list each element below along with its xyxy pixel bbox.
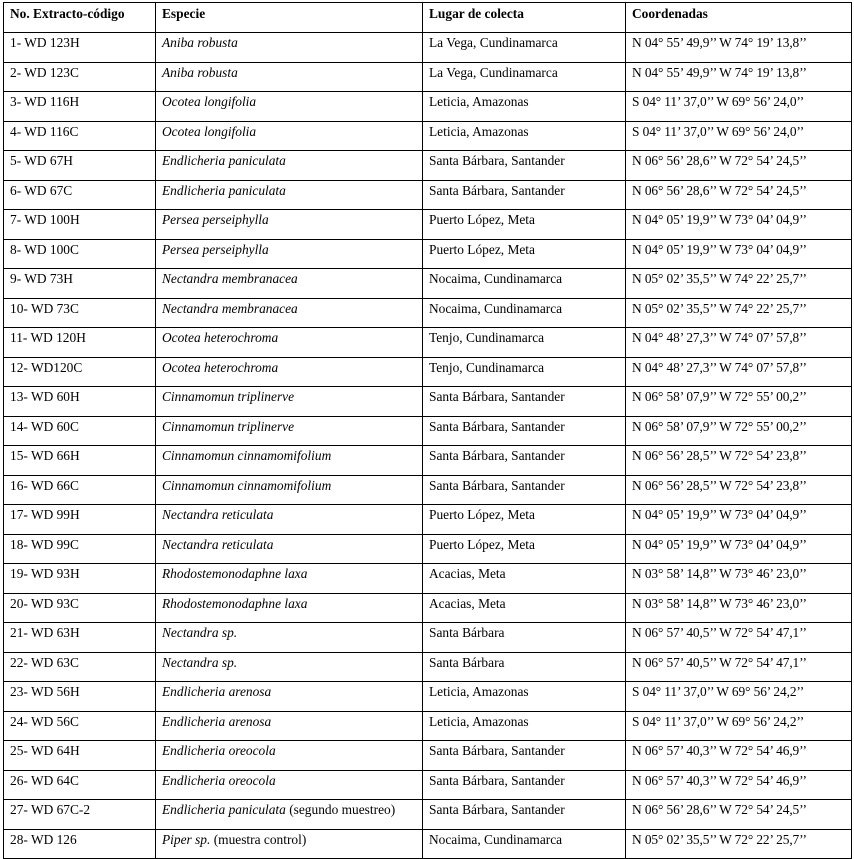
specimen-table	[3, 2, 852, 859]
cell-code: 23- WD 56H	[4, 682, 156, 712]
cell-code: 1- WD 123H	[4, 33, 156, 63]
table-row	[4, 298, 852, 328]
cell-coordinates: N 05° 02’ 35,5’’ W 74° 22’ 25,7’’	[626, 298, 852, 328]
species-name: Persea perseiphylla	[162, 212, 269, 227]
cell-coordinates: N 06° 57’ 40,5’’ W 72° 54’ 47,1’’	[626, 652, 852, 682]
cell-place: La Vega, Cundinamarca	[423, 33, 626, 63]
cell-code: 6- WD 67C	[4, 180, 156, 210]
cell-species	[156, 151, 423, 181]
species-name: Nectandra sp.	[162, 625, 238, 640]
species-name: Endlicheria paniculata	[162, 182, 286, 198]
cell-place: Leticia, Amazonas	[423, 121, 626, 151]
cell-code: 18- WD 99C	[4, 534, 156, 564]
cell-code: 19- WD 93H	[4, 564, 156, 594]
table-row	[4, 446, 852, 476]
table-row	[4, 682, 852, 712]
species-name: Endlicheria paniculata	[162, 153, 286, 168]
species-name: Endlicheria arenosa	[162, 713, 272, 729]
cell-species	[156, 593, 423, 623]
table-row	[4, 770, 852, 800]
species-note: (segundo muestreo)	[285, 802, 396, 817]
cell-code: 10- WD 73C	[4, 298, 156, 328]
cell-species	[156, 711, 423, 741]
cell-coordinates: N 06° 56’ 28,6’’ W 72° 54’ 24,5’’	[626, 180, 852, 210]
cell-coordinates: N 03° 58’ 14,8’’ W 73° 46’ 23,0’’	[626, 593, 852, 623]
table-row	[4, 387, 852, 417]
table-row	[4, 593, 852, 623]
cell-place: Santa Bárbara	[423, 652, 626, 682]
cell-code: 27- WD 67C-2	[4, 800, 156, 830]
cell-place: Santa Bárbara, Santander	[423, 180, 626, 210]
cell-code: 22- WD 63C	[4, 652, 156, 682]
cell-code: 2- WD 123C	[4, 62, 156, 92]
table-row	[4, 239, 852, 269]
cell-species	[156, 180, 423, 210]
cell-code: 14- WD 60C	[4, 416, 156, 446]
cell-coordinates: N 04° 48’ 27,3’’ W 74° 07’ 57,8’’	[626, 328, 852, 358]
cell-place: Santa Bárbara, Santander	[423, 475, 626, 505]
cell-species	[156, 682, 423, 712]
cell-species	[156, 800, 423, 830]
cell-place: Tenjo, Cundinamarca	[423, 328, 626, 358]
header-row	[4, 3, 852, 33]
species-name: Rhodostemonodaphne laxa	[162, 566, 308, 581]
species-name: Nectandra reticulata	[162, 536, 274, 552]
cell-coordinates: N 06° 58’ 07,9’’ W 72° 55’ 00,2’’	[626, 387, 852, 417]
cell-code: 24- WD 56C	[4, 711, 156, 741]
species-name: Aniba robusta	[162, 35, 238, 50]
species-name: Cinnamomun triplinerve	[162, 418, 295, 434]
cell-place: Leticia, Amazonas	[423, 682, 626, 712]
cell-place: Puerto López, Meta	[423, 239, 626, 269]
table-row	[4, 505, 852, 535]
cell-coordinates: N 04° 05’ 19,9’’ W 73° 04’ 04,9’’	[626, 505, 852, 535]
cell-code: 5- WD 67H	[4, 151, 156, 181]
cell-code: 4- WD 116C	[4, 121, 156, 151]
cell-code: 20- WD 93C	[4, 593, 156, 623]
cell-species	[156, 387, 423, 417]
cell-species	[156, 121, 423, 151]
species-name: Endlicheria arenosa	[162, 684, 272, 699]
cell-species	[156, 475, 423, 505]
cell-place: Santa Bárbara, Santander	[423, 416, 626, 446]
cell-coordinates: N 06° 56’ 28,5’’ W 72° 54’ 23,8’’	[626, 475, 852, 505]
cell-coordinates: N 04° 55’ 49,9’’ W 74° 19’ 13,8’’	[626, 62, 852, 92]
species-name: Rhodostemonodaphne laxa	[162, 595, 308, 611]
species-name: Cinnamomun cinnamomifolium	[162, 477, 332, 493]
cell-coordinates: N 06° 56’ 28,6’’ W 72° 54’ 24,5’’	[626, 800, 852, 830]
cell-species	[156, 357, 423, 387]
table-row	[4, 62, 852, 92]
cell-code: 17- WD 99H	[4, 505, 156, 535]
cell-place: Santa Bárbara, Santander	[423, 387, 626, 417]
table-row	[4, 800, 852, 830]
cell-code: 16- WD 66C	[4, 475, 156, 505]
table-row	[4, 475, 852, 505]
cell-species	[156, 505, 423, 535]
species-name: Piper sp.	[162, 831, 211, 847]
cell-place: Santa Bárbara, Santander	[423, 741, 626, 771]
species-name: Endlicheria paniculata	[162, 802, 286, 817]
cell-place: Santa Bárbara, Santander	[423, 770, 626, 800]
cell-species	[156, 33, 423, 63]
species-name: Nectandra sp.	[162, 654, 238, 670]
cell-place: Puerto López, Meta	[423, 534, 626, 564]
header-species: Especie	[156, 3, 423, 33]
table-row	[4, 652, 852, 682]
cell-code: 8- WD 100C	[4, 239, 156, 269]
cell-place: Puerto López, Meta	[423, 505, 626, 535]
cell-place: Santa Bárbara, Santander	[423, 800, 626, 830]
cell-species	[156, 741, 423, 771]
cell-code: 25- WD 64H	[4, 741, 156, 771]
cell-coordinates: N 04° 05’ 19,9’’ W 73° 04’ 04,9’’	[626, 210, 852, 240]
header-place: Lugar de colecta	[423, 3, 626, 33]
cell-place: Santa Bárbara	[423, 623, 626, 653]
cell-species	[156, 652, 423, 682]
cell-species	[156, 829, 423, 859]
cell-species	[156, 92, 423, 122]
cell-species	[156, 328, 423, 358]
cell-coordinates: N 06° 58’ 07,9’’ W 72° 55’ 00,2’’	[626, 416, 852, 446]
header-coordinates: Coordenadas	[626, 3, 852, 33]
cell-place: Puerto López, Meta	[423, 210, 626, 240]
cell-coordinates: N 06° 57’ 40,3’’ W 72° 54’ 46,9’’	[626, 741, 852, 771]
cell-coordinates: N 06° 56’ 28,6’’ W 72° 54’ 24,5’’	[626, 151, 852, 181]
cell-species	[156, 623, 423, 653]
cell-coordinates: N 06° 57’ 40,5’’ W 72° 54’ 47,1’’	[626, 623, 852, 653]
cell-species	[156, 62, 423, 92]
species-name: Aniba robusta	[162, 64, 238, 80]
header-code: No. Extracto-código	[4, 3, 156, 33]
cell-coordinates: N 04° 48’ 27,3’’ W 74° 07’ 57,8’’	[626, 357, 852, 387]
cell-coordinates: N 05° 02’ 35,5’’ W 74° 22’ 25,7’’	[626, 269, 852, 299]
table-row	[4, 328, 852, 358]
cell-place: Acacias, Meta	[423, 593, 626, 623]
table-row	[4, 623, 852, 653]
table-row	[4, 180, 852, 210]
cell-place: Nocaima, Cundinamarca	[423, 829, 626, 859]
cell-coordinates: S 04° 11’ 37,0’’ W 69° 56’ 24,0’’	[626, 92, 852, 122]
cell-code: 15- WD 66H	[4, 446, 156, 476]
cell-species	[156, 269, 423, 299]
cell-coordinates: N 05° 02’ 35,5’’ W 72° 22’ 25,7’’	[626, 829, 852, 859]
cell-code: 13- WD 60H	[4, 387, 156, 417]
table-row	[4, 121, 852, 151]
table-row	[4, 151, 852, 181]
cell-place: La Vega, Cundinamarca	[423, 62, 626, 92]
cell-place: Tenjo, Cundinamarca	[423, 357, 626, 387]
table-row	[4, 33, 852, 63]
cell-code: 3- WD 116H	[4, 92, 156, 122]
species-name: Cinnamomun triplinerve	[162, 389, 295, 404]
cell-place: Nocaima, Cundinamarca	[423, 298, 626, 328]
cell-coordinates: S 04° 11’ 37,0’’ W 69° 56’ 24,2’’	[626, 682, 852, 712]
species-name: Ocotea longifolia	[162, 94, 257, 109]
cell-species	[156, 298, 423, 328]
cell-coordinates: N 06° 57’ 40,3’’ W 72° 54’ 46,9’’	[626, 770, 852, 800]
cell-coordinates: N 04° 05’ 19,9’’ W 73° 04’ 04,9’’	[626, 534, 852, 564]
cell-coordinates: S 04° 11’ 37,0’’ W 69° 56’ 24,2’’	[626, 711, 852, 741]
table-row	[4, 564, 852, 594]
cell-code: 26- WD 64C	[4, 770, 156, 800]
cell-code: 7- WD 100H	[4, 210, 156, 240]
table-row	[4, 269, 852, 299]
species-name: Endlicheria oreocola	[162, 772, 276, 788]
table-row	[4, 534, 852, 564]
table-row	[4, 92, 852, 122]
cell-coordinates: S 04° 11’ 37,0’’ W 69° 56’ 24,0’’	[626, 121, 852, 151]
cell-species	[156, 446, 423, 476]
cell-species	[156, 534, 423, 564]
species-name: Persea perseiphylla	[162, 241, 269, 257]
cell-code: 11- WD 120H	[4, 328, 156, 358]
cell-place: Leticia, Amazonas	[423, 92, 626, 122]
table-body	[4, 33, 852, 859]
cell-code: 21- WD 63H	[4, 623, 156, 653]
cell-coordinates: N 06° 56’ 28,5’’ W 72° 54’ 23,8’’	[626, 446, 852, 476]
cell-coordinates: N 04° 05’ 19,9’’ W 73° 04’ 04,9’’	[626, 239, 852, 269]
species-name: Ocotea heterochroma	[162, 330, 279, 345]
species-name: Nectandra reticulata	[162, 507, 274, 522]
cell-species	[156, 564, 423, 594]
cell-species	[156, 770, 423, 800]
species-name: Cinnamomun cinnamomifolium	[162, 448, 332, 463]
cell-species	[156, 416, 423, 446]
cell-species	[156, 210, 423, 240]
cell-place: Nocaima, Cundinamarca	[423, 269, 626, 299]
cell-place: Acacias, Meta	[423, 564, 626, 594]
cell-place: Santa Bárbara, Santander	[423, 446, 626, 476]
cell-place: Leticia, Amazonas	[423, 711, 626, 741]
species-name: Ocotea heterochroma	[162, 359, 279, 375]
table-row	[4, 210, 852, 240]
cell-code: 9- WD 73H	[4, 269, 156, 299]
cell-coordinates: N 04° 55’ 49,9’’ W 74° 19’ 13,8’’	[626, 33, 852, 63]
table-row	[4, 711, 852, 741]
table-row	[4, 357, 852, 387]
species-name: Endlicheria oreocola	[162, 743, 276, 758]
species-note: (muestra control)	[210, 831, 307, 847]
cell-code: 12- WD120C	[4, 357, 156, 387]
table-row	[4, 416, 852, 446]
species-name: Nectandra membranacea	[162, 271, 298, 286]
cell-coordinates: N 03° 58’ 14,8’’ W 73° 46’ 23,0’’	[626, 564, 852, 594]
cell-code: 28- WD 126	[4, 829, 156, 859]
cell-species	[156, 239, 423, 269]
table-row	[4, 829, 852, 859]
species-name: Nectandra membranacea	[162, 300, 298, 316]
table-row	[4, 741, 852, 771]
cell-place: Santa Bárbara, Santander	[423, 151, 626, 181]
species-name: Ocotea longifolia	[162, 123, 257, 139]
